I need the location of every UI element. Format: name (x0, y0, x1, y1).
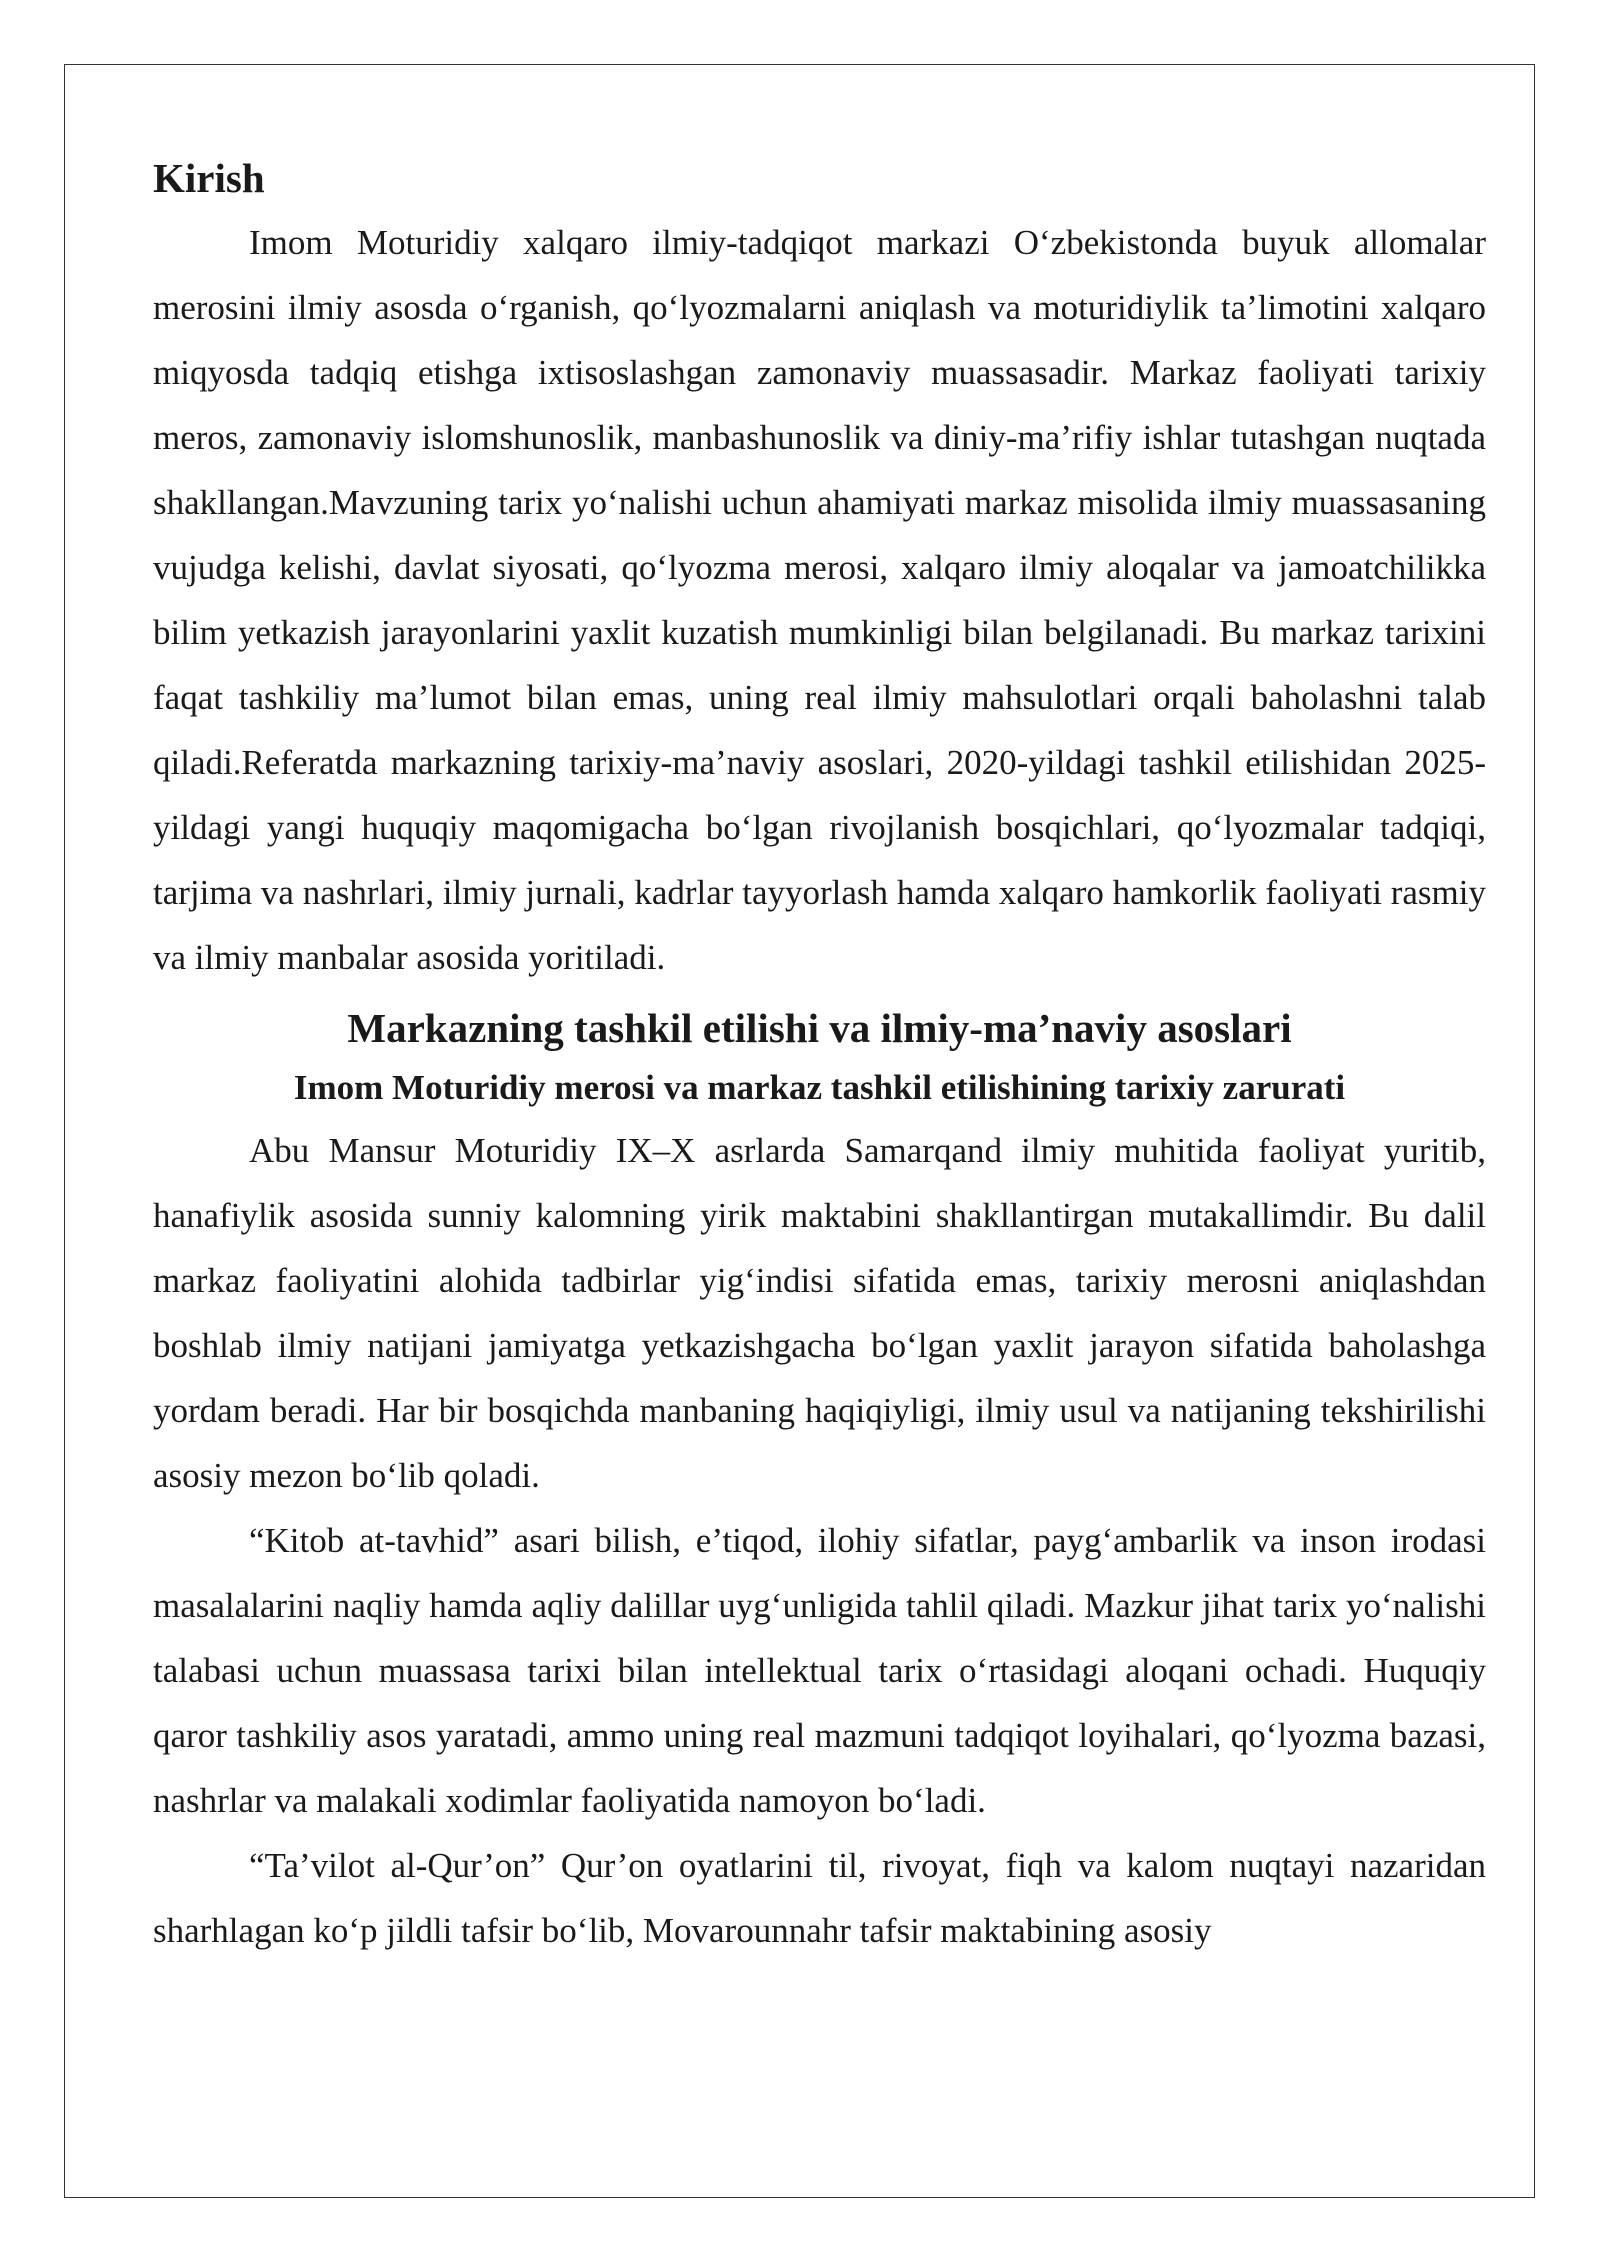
document-body (153, 150, 1486, 1963)
section-title: Markazning tashkil etilishi va ilmiy-ma’naviy asoslari (347, 1005, 1292, 1051)
paragraph-kitob-at-tavhid: “Kitob at-tavhid” asari bilish, e’tiqod, ilohiy sifatlar, payg‘ambarlik va inson irodasi masalalarini naqliy hamda aqliy dalillar uyg‘unligida tahlil qiladi. Mazkur jihat tarix yo‘nalishi talabasi uchun muassasa tarixi bilan intellektual tarix o‘rtasidagi aloqani ochadi. Huquqiy qaror tashkiliy asos yaratadi, ammo uning real mazmuni tadqiqot loyihalari, qo‘lyozma bazasi, nashrlar va malakali xodimlar faoliyatida namoyon bo‘ladi. (153, 1521, 1486, 1820)
intro-heading: Kirish (153, 155, 265, 201)
subsection-title: Imom Moturidiy merosi va markaz tashkil etilishining tarixiy zarurati (293, 1068, 1346, 1107)
paragraph-moturidiy: Abu Mansur Moturidiy IX–X asrlarda Samarqand ilmiy muhitida faoliyat yuritib, hanafiylik asosida sunniy kalomning yirik maktabini shakllantirgan mutakallimdir. Bu dalil markaz faoliyatini alohida tadbirlar yig‘indisi sifatida emas, tarixiy merosni aniqlashdan boshlab ilmiy natijani jamiyatga yetkazishgacha bo‘lgan yaxlit jarayon sifatida baholashga yordam beradi. Har bir bosqichda manbaning haqiqiyligi, ilmiy usul va natijaning tekshirilishi asosiy mezon bo‘lib qoladi. (153, 1131, 1486, 1495)
intro-paragraph: Imom Moturidiy xalqaro ilmiy-tadqiqot markazi O‘zbekistonda buyuk allomalar merosini ilmiy asosda o‘rganish, qo‘lyozmalarni aniqlash va moturidiylik ta’limotini xalqaro miqyosda tadqiq etishga ixtisoslashgan zamonaviy muassasadir. Markaz faoliyati tarixiy meros, zamonaviy islomshunoslik, manbashunoslik va diniy-ma’rifiy ishlar tutashgan nuqtada shakllangan.Mavzuning tarix yo‘nalishi uchun ahamiyati markaz misolida ilmiy muassasaning vujudga kelishi, davlat siyosati, qo‘lyozma merosi, xalqaro ilmiy aloqalar va jamoatchilikka bilim yetkazish jarayonlarini yaxlit kuzatish mumkinligi bilan belgilanadi. Bu markaz tarixini faqat tashkiliy ma’lumot bilan emas, uning real ilmiy mahsulotlari orqali baholashni talab qiladi.Referatda markazning tarixiy-ma’naviy asoslari, 2020-yildagi tashkil etilishidan 2025-yildagi yangi huquqiy maqomigacha bo‘lgan rivojlanish bosqichlari, qo‘lyozmalar tadqiqi, tarjima va nashrlari, ilmiy jurnali, kadrlar tayyorlash hamda xalqaro hamkorlik faoliyati rasmiy va ilmiy manbalar asosida yoritiladi. (153, 223, 1486, 977)
paragraph-tavilot: “Ta’vilot al-Qur’on” Qur’on oyatlarini til, rivoyat, fiqh va kalom nuqtayi nazaridan sharhlagan ko‘p jildli tafsir bo‘lib, Movarounnahr tafsir maktabining asosiy (153, 1846, 1486, 1950)
